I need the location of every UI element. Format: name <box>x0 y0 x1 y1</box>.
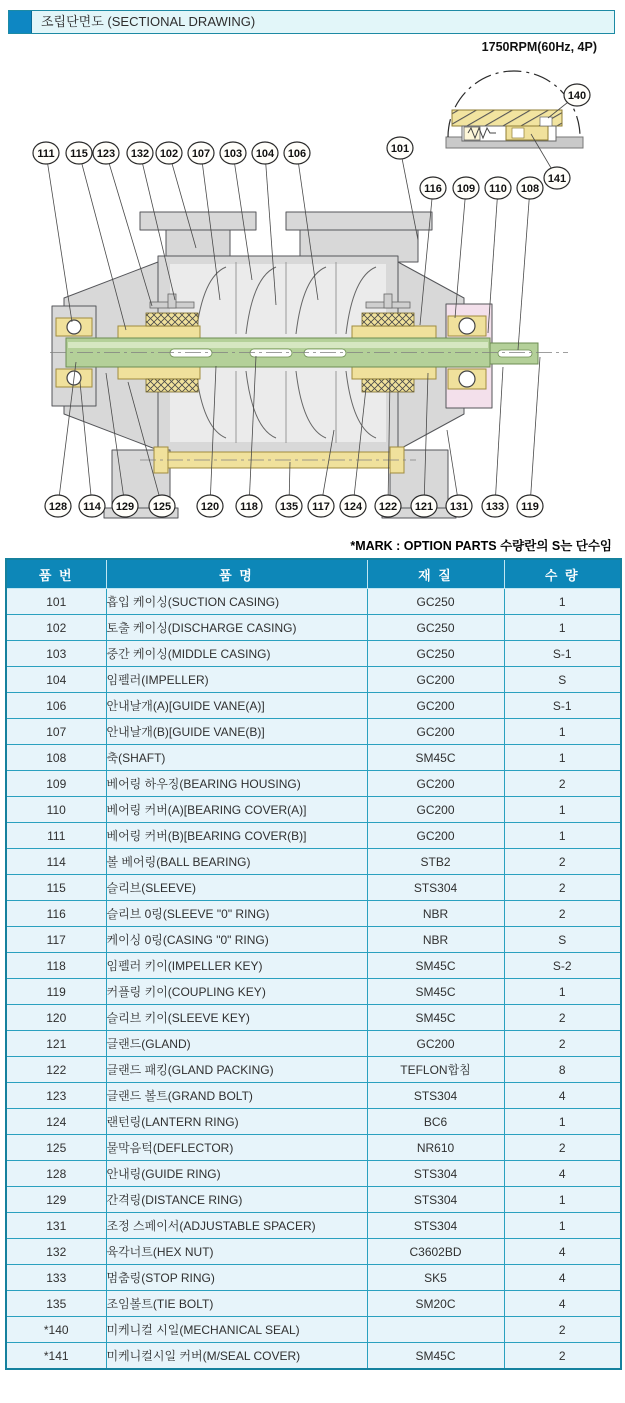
callout-number: 132 <box>130 148 150 160</box>
part-no-cell: 103 <box>6 641 106 667</box>
callout-115 <box>66 142 92 164</box>
part-name-cell: 볼 베어링(BALL BEARING) <box>106 849 367 875</box>
col-part-name: 품 명 <box>106 559 367 589</box>
table-row <box>6 849 621 875</box>
table-row <box>6 1213 621 1239</box>
material-cell: GC200 <box>367 1031 504 1057</box>
callout-101 <box>387 137 413 159</box>
material-cell: GC200 <box>367 797 504 823</box>
part-no-cell: 101 <box>6 589 106 615</box>
part-name-cell: 글랜드 볼트(GRAND BOLT) <box>106 1083 367 1109</box>
page-title: 조립단면도 (SECTIONAL DRAWING) <box>41 14 256 29</box>
part-name-cell: 안내링(GUIDE RING) <box>106 1161 367 1187</box>
quantity-cell: 2 <box>504 849 621 875</box>
table-row <box>6 1005 621 1031</box>
material-cell: SM45C <box>367 953 504 979</box>
callout-leader-110 <box>488 188 498 333</box>
quantity-cell: 2 <box>504 1031 621 1057</box>
callout-121 <box>411 495 437 517</box>
part-name-cell: 케이싱 0링(CASING "0" RING) <box>106 927 367 953</box>
callout-number: 131 <box>449 501 469 513</box>
callout-128 <box>45 495 71 517</box>
sleeve-left-top <box>118 326 200 338</box>
callout-140 <box>564 84 590 106</box>
part-name-cell: 물막음턱(DEFLECTOR) <box>106 1135 367 1161</box>
quantity-cell: S <box>504 927 621 953</box>
table-row <box>6 615 621 641</box>
quantity-cell: 2 <box>504 1135 621 1161</box>
part-name-cell: 간격링(DISTANCE RING) <box>106 1187 367 1213</box>
seal-tab <box>540 117 552 126</box>
part-name-cell: 슬리브(SLEEVE) <box>106 875 367 901</box>
callout-106 <box>284 142 310 164</box>
material-cell: BC6 <box>367 1109 504 1135</box>
callout-123 <box>93 142 119 164</box>
table-row <box>6 1239 621 1265</box>
quantity-cell: 1 <box>504 589 621 615</box>
callout-133 <box>482 495 508 517</box>
part-no-cell: 125 <box>6 1135 106 1161</box>
callout-number: 120 <box>200 501 220 513</box>
callout-132 <box>127 142 153 164</box>
quantity-cell: 1 <box>504 1187 621 1213</box>
quantity-cell: 4 <box>504 1161 621 1187</box>
quantity-cell: S-1 <box>504 693 621 719</box>
callout-122 <box>375 495 401 517</box>
part-no-cell: 115 <box>6 875 106 901</box>
callout-number: 111 <box>37 148 55 160</box>
pump-cross-section <box>0 0 625 535</box>
callout-104 <box>252 142 278 164</box>
callout-number: 102 <box>159 148 179 160</box>
quantity-cell: 1 <box>504 1213 621 1239</box>
part-name-cell: 슬리브 키이(SLEEVE KEY) <box>106 1005 367 1031</box>
part-no-cell: 133 <box>6 1265 106 1291</box>
quantity-cell: 1 <box>504 823 621 849</box>
part-no-cell: 128 <box>6 1161 106 1187</box>
material-cell <box>367 1317 504 1343</box>
part-no-cell: 123 <box>6 1083 106 1109</box>
part-no-cell: 124 <box>6 1109 106 1135</box>
table-row <box>6 1161 621 1187</box>
hex-nut-right <box>384 294 392 308</box>
part-no-cell: 122 <box>6 1057 106 1083</box>
part-name-cell: 축(SHAFT) <box>106 745 367 771</box>
sleeve-right-bottom <box>352 367 436 379</box>
part-name-cell: 안내날개(B)[GUIDE VANE(B)] <box>106 719 367 745</box>
callout-102 <box>156 142 182 164</box>
part-name-cell: 커플링 키이(COUPLING KEY) <box>106 979 367 1005</box>
quantity-cell: 4 <box>504 1239 621 1265</box>
quantity-cell: 2 <box>504 1005 621 1031</box>
col-material: 재 질 <box>367 559 504 589</box>
callout-leader-108 <box>518 188 530 350</box>
part-name-cell: 육각너트(HEX NUT) <box>106 1239 367 1265</box>
callout-number: 122 <box>378 501 398 513</box>
callout-number: 119 <box>521 501 539 513</box>
material-cell: GC250 <box>367 641 504 667</box>
quantity-cell: 1 <box>504 1109 621 1135</box>
table-row <box>6 745 621 771</box>
table-row <box>6 1343 621 1370</box>
callout-number: 128 <box>48 501 68 513</box>
callout-110 <box>485 177 511 199</box>
quantity-cell: 2 <box>504 771 621 797</box>
material-cell: GC200 <box>367 823 504 849</box>
sectional-drawing <box>0 0 625 535</box>
callout-number: 101 <box>390 143 410 155</box>
material-cell: STS304 <box>367 1213 504 1239</box>
material-cell: SM45C <box>367 1343 504 1370</box>
material-cell: NR610 <box>367 1135 504 1161</box>
part-no-cell: 135 <box>6 1291 106 1317</box>
part-no-cell: 118 <box>6 953 106 979</box>
sleeve-right-top <box>352 326 436 338</box>
material-cell: SM20C <box>367 1291 504 1317</box>
callout-leader-111 <box>46 153 72 322</box>
callout-number: 125 <box>152 501 172 513</box>
part-name-cell: 미케니컬 시일(MECHANICAL SEAL) <box>106 1317 367 1343</box>
part-no-cell: 116 <box>6 901 106 927</box>
material-cell: NBR <box>367 901 504 927</box>
part-name-cell: 토출 케이싱(DISCHARGE CASING) <box>106 615 367 641</box>
table-row <box>6 589 621 615</box>
table-row <box>6 667 621 693</box>
quantity-cell: S <box>504 667 621 693</box>
callout-120 <box>197 495 223 517</box>
callout-number: 123 <box>96 148 116 160</box>
table-row <box>6 797 621 823</box>
callout-117 <box>308 495 334 517</box>
quantity-cell: 2 <box>504 1343 621 1370</box>
callout-leader-133 <box>495 367 503 506</box>
table-row <box>6 1291 621 1317</box>
quantity-cell: 2 <box>504 1317 621 1343</box>
part-no-cell: 110 <box>6 797 106 823</box>
part-no-cell: 109 <box>6 771 106 797</box>
callout-number: 141 <box>547 173 567 185</box>
callout-number: 140 <box>567 90 587 102</box>
callout-119 <box>517 495 543 517</box>
table-row <box>6 823 621 849</box>
part-no-cell: 117 <box>6 927 106 953</box>
material-cell: STS304 <box>367 875 504 901</box>
quantity-cell: 4 <box>504 1265 621 1291</box>
shaft <box>50 338 568 367</box>
callout-number: 124 <box>343 501 363 513</box>
table-row <box>6 1187 621 1213</box>
quantity-cell: 1 <box>504 979 621 1005</box>
callout-number: 116 <box>424 183 442 195</box>
part-no-cell: 132 <box>6 1239 106 1265</box>
parts-table <box>5 558 622 1370</box>
callout-number: 107 <box>191 148 211 160</box>
part-no-cell: 131 <box>6 1213 106 1239</box>
option-note: *MARK : OPTION PARTS 수량란의 S는 단수임 <box>350 539 612 553</box>
impeller-keyway-2 <box>304 349 346 357</box>
part-name-cell: 슬리브 0링(SLEEVE "0" RING) <box>106 901 367 927</box>
part-no-cell: *141 <box>6 1343 106 1370</box>
callout-number: 115 <box>70 148 88 160</box>
quantity-cell: 1 <box>504 797 621 823</box>
callout-109 <box>453 177 479 199</box>
quantity-cell: 1 <box>504 615 621 641</box>
part-no-cell: 108 <box>6 745 106 771</box>
table-header-row <box>6 559 621 589</box>
callout-number: 103 <box>223 148 243 160</box>
material-cell: SK5 <box>367 1265 504 1291</box>
callout-number: 106 <box>287 148 307 160</box>
callout-number: 104 <box>255 148 275 160</box>
mechanical-seal-inset <box>446 71 583 148</box>
part-no-cell: 121 <box>6 1031 106 1057</box>
quantity-cell: 1 <box>504 719 621 745</box>
callout-number: 133 <box>485 501 505 513</box>
part-name-cell: 랜턴링(LANTERN RING) <box>106 1109 367 1135</box>
material-cell: STS304 <box>367 1083 504 1109</box>
impeller-keyway <box>250 349 292 357</box>
col-part-no: 품 번 <box>6 559 106 589</box>
material-cell: C3602BD <box>367 1239 504 1265</box>
part-name-cell: 베어링 하우징(BEARING HOUSING) <box>106 771 367 797</box>
part-no-cell: 129 <box>6 1187 106 1213</box>
callout-number: 110 <box>489 183 507 195</box>
table-row <box>6 1317 621 1343</box>
table-row <box>6 1057 621 1083</box>
material-cell: GC250 <box>367 615 504 641</box>
quantity-cell: 2 <box>504 875 621 901</box>
part-name-cell: 멈춤링(STOP RING) <box>106 1265 367 1291</box>
material-cell: STS304 <box>367 1161 504 1187</box>
material-cell: GC200 <box>367 693 504 719</box>
material-cell: SM45C <box>367 979 504 1005</box>
part-name-cell: 조임볼트(TIE BOLT) <box>106 1291 367 1317</box>
quantity-cell: 4 <box>504 1083 621 1109</box>
callout-number: 117 <box>312 501 330 513</box>
callout-124 <box>340 495 366 517</box>
callout-116 <box>420 177 446 199</box>
table-row <box>6 1109 621 1135</box>
part-name-cell: 흡입 케이싱(SUCTION CASING) <box>106 589 367 615</box>
callout-108 <box>517 177 543 199</box>
material-cell: GC250 <box>367 589 504 615</box>
part-name-cell: 베어링 커버(A)[BEARING COVER(A)] <box>106 797 367 823</box>
part-name-cell: 조정 스페이서(ADJUSTABLE SPACER) <box>106 1213 367 1239</box>
table-row <box>6 1031 621 1057</box>
title-bullet-square <box>9 11 32 33</box>
table-row <box>6 953 621 979</box>
part-no-cell: 114 <box>6 849 106 875</box>
callout-111 <box>33 142 59 164</box>
callout-135 <box>276 495 302 517</box>
material-cell: GC200 <box>367 771 504 797</box>
callout-141 <box>544 167 570 189</box>
quantity-cell: S-2 <box>504 953 621 979</box>
part-no-cell: 104 <box>6 667 106 693</box>
callout-103 <box>220 142 246 164</box>
callout-number: 129 <box>115 501 135 513</box>
callout-118 <box>236 495 262 517</box>
callout-leader-119 <box>530 357 540 506</box>
quantity-cell: 8 <box>504 1057 621 1083</box>
quantity-cell: S-1 <box>504 641 621 667</box>
part-name-cell: 베어링 커버(B)[BEARING COVER(B)] <box>106 823 367 849</box>
material-cell: STB2 <box>367 849 504 875</box>
part-no-cell: 107 <box>6 719 106 745</box>
callout-number: 114 <box>83 501 101 513</box>
part-no-cell: *140 <box>6 1317 106 1343</box>
seal-face <box>512 128 524 138</box>
part-no-cell: 111 <box>6 823 106 849</box>
part-name-cell: 미케니컬시일 커버(M/SEAL COVER) <box>106 1343 367 1370</box>
table-row <box>6 719 621 745</box>
table-row <box>6 927 621 953</box>
callout-number: 135 <box>279 501 299 513</box>
table-row <box>6 875 621 901</box>
material-cell: NBR <box>367 927 504 953</box>
quantity-cell: 4 <box>504 1291 621 1317</box>
part-name-cell: 중간 케이싱(MIDDLE CASING) <box>106 641 367 667</box>
quantity-cell: 2 <box>504 901 621 927</box>
table-row <box>6 771 621 797</box>
callout-114 <box>79 495 105 517</box>
part-no-cell: 102 <box>6 615 106 641</box>
sleeve-keyway <box>170 349 212 357</box>
table-row <box>6 1135 621 1161</box>
callout-number: 118 <box>240 501 258 513</box>
table-row <box>6 641 621 667</box>
callout-number: 121 <box>414 501 434 513</box>
material-cell: SM45C <box>367 1005 504 1031</box>
coupling-keyway <box>498 350 532 357</box>
part-no-cell: 106 <box>6 693 106 719</box>
sleeve-left-bottom <box>118 367 200 379</box>
section-title-bar <box>8 10 615 34</box>
table-row <box>6 693 621 719</box>
part-name-cell: 안내날개(A)[GUIDE VANE(A)] <box>106 693 367 719</box>
seal-spring-box <box>464 127 480 140</box>
callout-107 <box>188 142 214 164</box>
table-row <box>6 979 621 1005</box>
col-quantity: 수 량 <box>504 559 621 589</box>
part-name-cell: 임펠러 키이(IMPELLER KEY) <box>106 953 367 979</box>
part-name-cell: 글랜드 패킹(GLAND PACKING) <box>106 1057 367 1083</box>
table-row <box>6 1083 621 1109</box>
material-cell: TEFLON합침 <box>367 1057 504 1083</box>
material-cell: GC200 <box>367 667 504 693</box>
part-name-cell: 임펠러(IMPELLER) <box>106 667 367 693</box>
material-cell: GC200 <box>367 719 504 745</box>
quantity-cell: 1 <box>504 745 621 771</box>
rpm-label: 1750RPM(60Hz, 4P) <box>481 40 597 54</box>
material-cell: SM45C <box>367 745 504 771</box>
part-name-cell: 글랜드(GLAND) <box>106 1031 367 1057</box>
callout-number: 109 <box>456 183 476 195</box>
material-cell: STS304 <box>367 1187 504 1213</box>
callout-131 <box>446 495 472 517</box>
table-row <box>6 1265 621 1291</box>
callout-129 <box>112 495 138 517</box>
table-row <box>6 901 621 927</box>
part-no-cell: 119 <box>6 979 106 1005</box>
callout-125 <box>149 495 175 517</box>
hex-nut-left <box>168 294 176 308</box>
callout-number: 108 <box>520 183 540 195</box>
part-no-cell: 120 <box>6 1005 106 1031</box>
